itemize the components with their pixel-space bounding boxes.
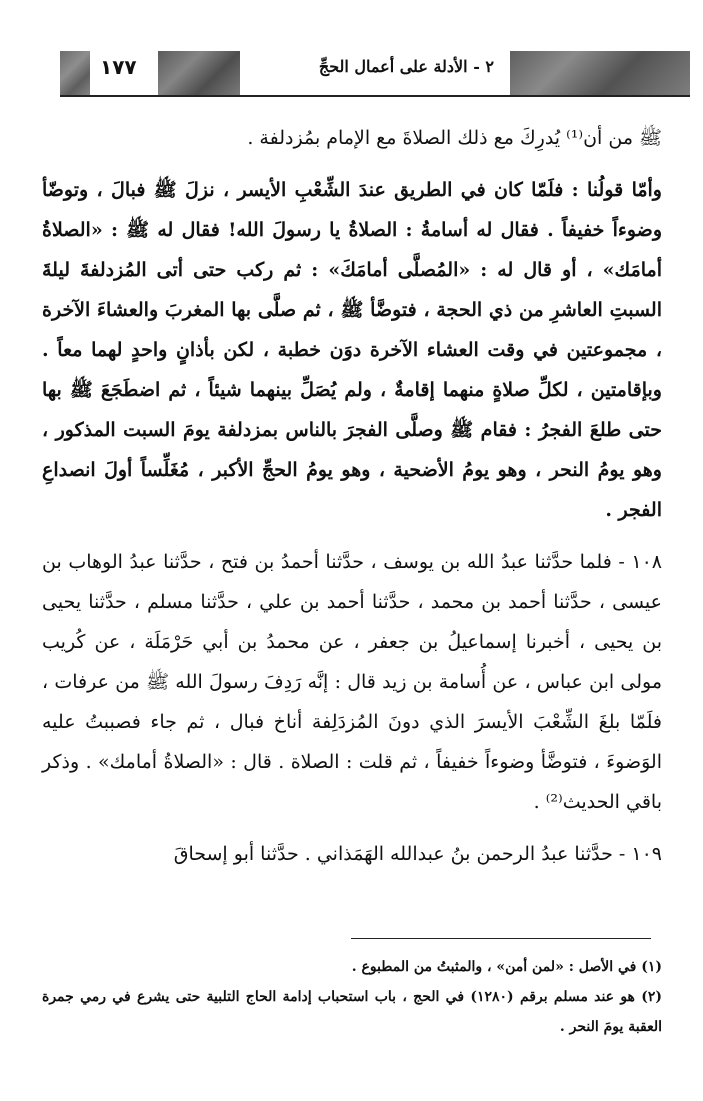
paragraph-continuation: ﷺ من أن⁽¹⁾ يُدرِكَ مع ذلك الصلاةَ مع الإمام بمُزدلفة . <box>247 127 662 149</box>
page-number: ١٧٧ <box>100 55 137 79</box>
header-decoration-left <box>60 51 90 95</box>
main-text <box>42 118 662 886</box>
page-header <box>60 45 690 95</box>
header-rule <box>60 95 690 97</box>
paragraph-hadith-108: ١٠٨ - فلما حدَّثنا عبدُ الله بن يوسف ، حدَّثنا أحمدُ بن فتح ، حدَّثنا عبدُ الوهاب بن عيسى ، حدَّثنا أحمد بن محمد ، حدَّثنا أحمد بن علي ، حدَّثنا مسلم ، حدَّثنا يحيى بن يحيى ، أخبرنا إسماعيلُ بن جعفر ، عن محمدُ بن أبي حَرْمَلَة ، عن كُريب مولى ابن عباس ، عن أُسامة بن زيد قال : إنَّه رَدِفَ رسولَ الله ﷺ من عرفات ، فلَمّا بلغَ الشِّعْبَ الأيسرَ الذي دونَ المُزدَلِفة أناخ فبال ، ثم جاء فصببتُ عليه الوَضوءَ ، فتوضَّأ وضوءاً خفيفاً ، ثم قلت : الصلاة . قال : «الصلاةُ أمامك» . وذكر باقي الحديث⁽²⁾ . <box>42 551 662 813</box>
footnote-separator <box>351 938 651 939</box>
footnote-1: (١) في الأصل : «لمن أمن» ، والمثبتُ من المطبوع . <box>351 959 662 975</box>
header-decoration-middle <box>158 51 240 95</box>
running-title: ٢ - الأدلة على أعمال الحجِّ <box>318 57 494 76</box>
paragraph-hadith-109: ١٠٩ - حدَّثنا عبدُ الرحمن بنُ عبدالله الهَمَذاني . حدَّثنا أبو إسحاقَ <box>173 843 662 865</box>
footnote-2: (٢) هو عند مسلم برقم (١٢٨٠) في الحج ، باب استحباب إدامة الحاج التلبية حتى يشرع في رمي جمرة العقبة يومَ النحر . <box>42 989 663 1035</box>
paragraph-commentary: وأمّا قولُنا : فلَمّا كان في الطريق عندَ الشِّعْبِ الأيسر ، نزلَ ﷺ فبالَ ، وتوضّأ وضوءاً خفيفاً . فقال له أسامةُ : الصلاةُ يا رسولَ الله! فقال له ﷺ : «الصلاةُ أمامَك» ، أو قال له : «المُصلَّى أمامَكَ» : ثم ركب حتى أتى المُزدلفةَ ليلةَ السبتِ العاشرِ من ذي الحجة ، فتوضَّأ ﷺ ، ثم صلَّى بها المغربَ والعشاءَ الآخرة ، مجموعتين في وقت العشاء الآخرة دوَن خطبة ، لكن بأذانٍ واحدٍ لهما معاً . وبإقامتين ، لكلِّ صلاةٍ منهما إقامةٌ ، ولم يُصَلِّ بينهما شيئاً ، ثم اضطَجَعَ ﷺ بها حتى طلعَ الفجرُ : فقام ﷺ وصلَّى الفجرَ بالناس بمزدلفة يومَ السبت المذكور ، وهو يومُ النحر ، وهو يومُ الأضحية ، وهو يومُ الحجِّ الأكبر ، مُغَلِّساً أولَ انصداعِ الفجر . <box>42 179 662 521</box>
header-decoration-right <box>510 51 690 95</box>
footnotes <box>42 952 662 1042</box>
